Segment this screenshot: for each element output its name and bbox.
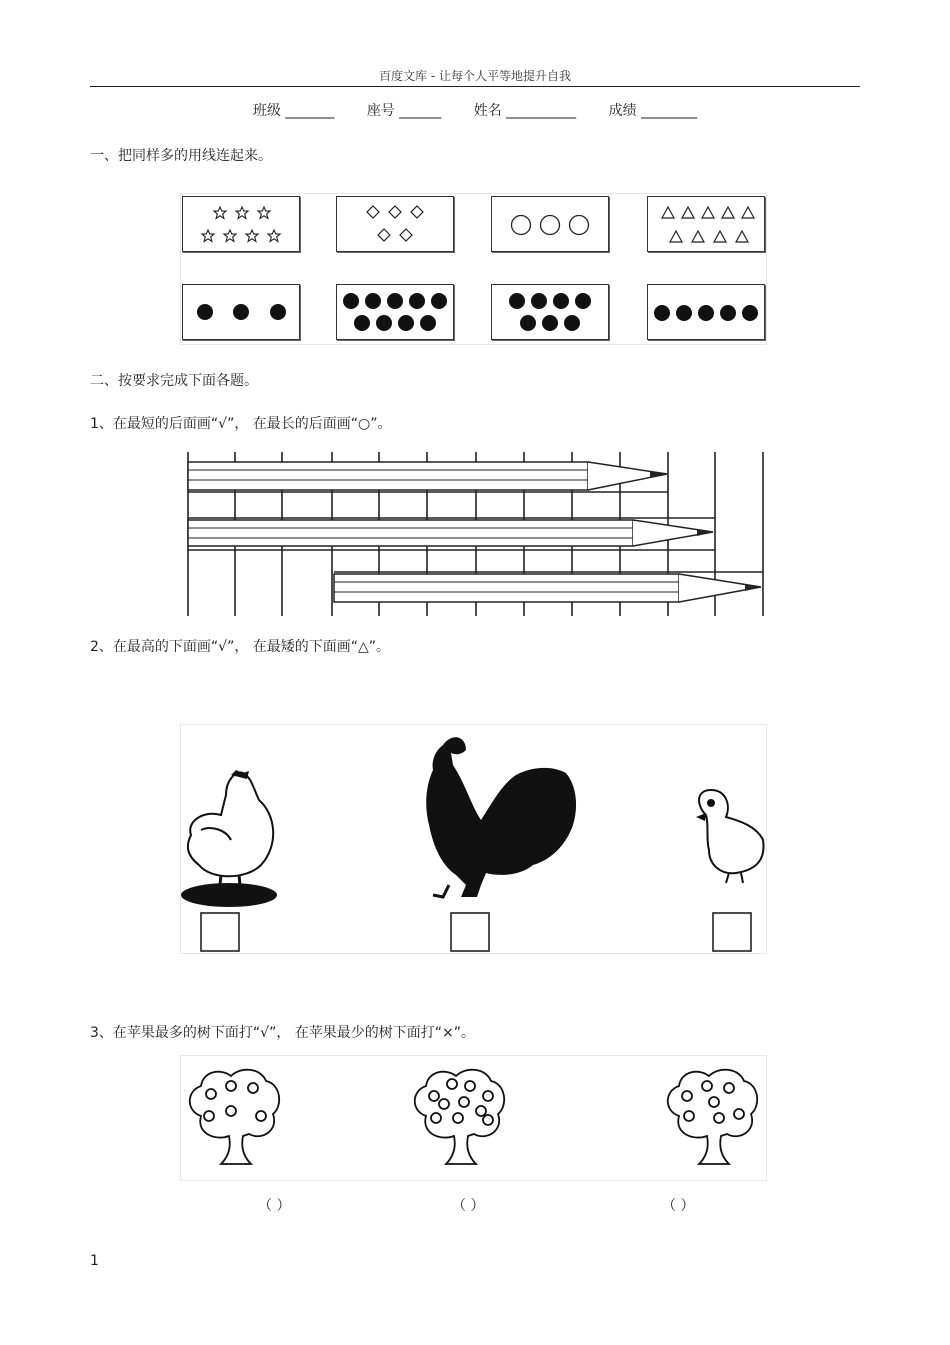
dots-7-box[interactable] <box>491 284 609 340</box>
dots-5-box[interactable] <box>647 284 765 340</box>
header-text: 百度文库 - 让每个人平等地提升自我 <box>379 69 571 83</box>
tree-icon <box>415 1070 504 1164</box>
tree-icon <box>668 1070 757 1164</box>
seat-number-field[interactable]: 座号 ______ <box>366 103 442 119</box>
answer-box-chick[interactable] <box>713 913 751 951</box>
stars-icon <box>183 197 299 251</box>
answer-box-rooster[interactable] <box>451 913 489 951</box>
dots-icon <box>648 285 764 339</box>
hen-icon <box>181 770 277 907</box>
class-field[interactable]: 班级 _______ <box>252 103 335 119</box>
tree-icon <box>190 1070 279 1164</box>
animals-figure <box>180 724 767 954</box>
section2-title: 二、按要求完成下面各题。 <box>90 373 258 389</box>
dots-icon <box>492 285 608 339</box>
pencil-1 <box>188 462 667 490</box>
q3-text: 3、在苹果最多的树下面打“√”， 在苹果最少的树下面打“×”。 <box>90 1025 476 1041</box>
q2-text: 2、在最高的下面画“√”， 在最矮的下面画“△”。 <box>90 639 391 655</box>
pencil-2 <box>188 520 713 546</box>
trees-figure <box>180 1055 767 1181</box>
section1-title: 一、把同样多的用线连起来。 <box>90 148 272 164</box>
triangles-icon <box>648 197 764 251</box>
matching-figure <box>180 193 767 345</box>
answer-paren-tree-1[interactable]: （ ） <box>258 1198 291 1214</box>
triangles-box[interactable] <box>647 196 765 252</box>
dots-icon <box>337 285 453 339</box>
diamonds-icon <box>337 197 453 251</box>
page-number: 1 <box>90 1253 99 1269</box>
chick-icon <box>696 790 764 883</box>
circles-icon <box>492 197 608 251</box>
answer-paren-tree-3[interactable]: （ ） <box>662 1198 695 1214</box>
name-field[interactable]: 姓名 __________ <box>473 103 577 119</box>
pencils-figure <box>185 450 770 618</box>
answer-box-hen[interactable] <box>201 913 239 951</box>
score-field[interactable]: 成绩 ________ <box>608 103 698 119</box>
header-rule <box>90 86 860 87</box>
pencil-3 <box>334 574 761 602</box>
dots-icon <box>183 285 299 339</box>
dots-9-box[interactable] <box>336 284 454 340</box>
circles-box[interactable] <box>491 196 609 252</box>
answer-paren-tree-2[interactable]: （ ） <box>452 1198 485 1214</box>
student-info-row <box>0 100 950 120</box>
stars-box[interactable] <box>182 196 300 252</box>
rooster-icon <box>426 737 576 897</box>
diamonds-box[interactable] <box>336 196 454 252</box>
dots-3-box[interactable] <box>182 284 300 340</box>
q1-text: 1、在最短的后面画“√”， 在最长的后面画“○”。 <box>90 416 392 432</box>
